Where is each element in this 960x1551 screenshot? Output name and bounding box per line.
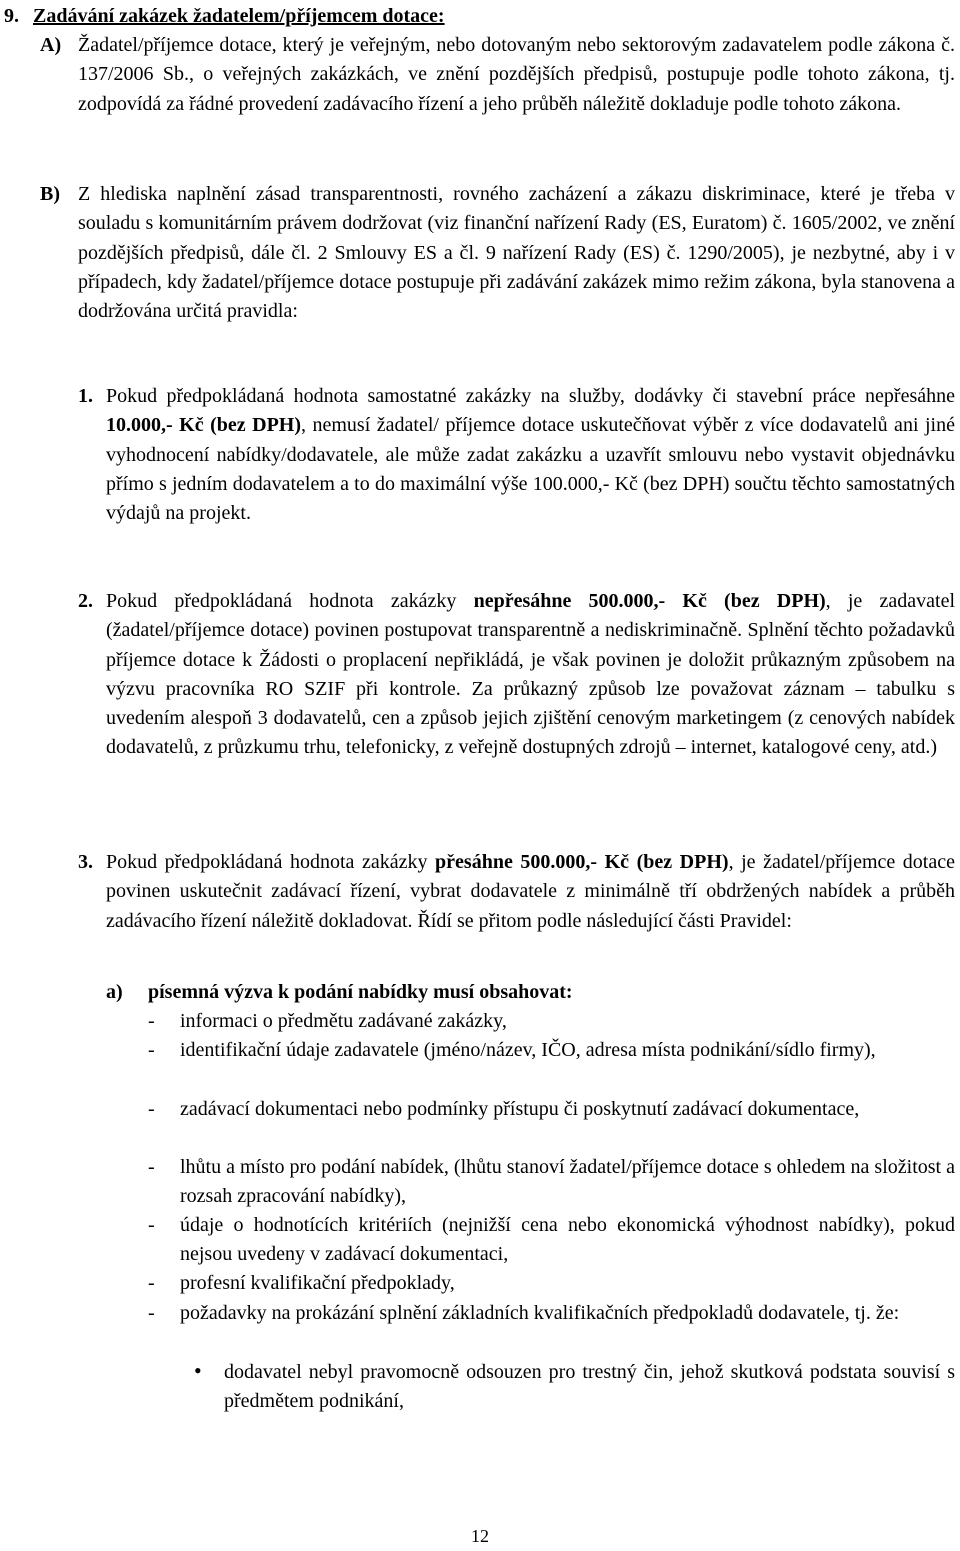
list-item: požadavky na prokázání splnění základních kvalifikačních předpokladů dodavatele, tj. že: xyxy=(180,1302,900,1324)
dash-marker: - xyxy=(148,1039,155,1061)
item-2-marker: 2. xyxy=(78,590,93,612)
item-1-text: Pokud předpokládaná hodnota samostatné zakázky na služby, dodávky či stavební práce nepřesáhne 10.000,- Kč (bez DPH), nemusí žadatel/ příjemce dotace uskutečňovat výběr z více dodavatelů ani jiné vyhodnocení nabídky/dodavatele, ale může zadat zakázku a uzavřít smlouvu nebo vystavit objednávku přímo s jedním dodavatelem a to do maximální výše 100.000,- Kč (bez DPH) součtu těchto samostatných výdajů na projekt. xyxy=(106,385,955,525)
list-item: zadávací dokumentaci nebo podmínky přístupu či poskytnutí zadávací dokumentace, xyxy=(180,1098,860,1120)
paragraph-b-text: Z hlediska naplnění zásad transparentnosti, rovného zacházení a zákazu diskriminace, které je třeba v souladu s komunitárním právem dodržovat (viz finanční nařízení Rady (ES, Euratom) č. 1605/2002, ve znění pozdějších předpisů, dále čl. 2 Smlouvy ES a čl. 9 nařízení Rady (ES) č. 1290/2005), je nezbytné, aby i v případech, kdy žadatel/příjemce dotace postupuje při zadávání zakázek mimo režim zákona, byla stanovena a dodržována určitá pravidla: xyxy=(78,183,955,323)
bullet-icon: • xyxy=(194,1358,202,1383)
dash-marker: - xyxy=(148,1302,155,1324)
section-number: 9. xyxy=(4,5,19,27)
list-item: profesní kvalifikační předpoklady, xyxy=(180,1272,455,1294)
dash-marker: - xyxy=(148,1156,155,1178)
paragraph-b-marker: B) xyxy=(40,183,60,205)
dash-marker: - xyxy=(148,1272,155,1294)
item-2-text: Pokud předpokládaná hodnota zakázky nepřesáhne 500.000,- Kč (bez DPH), je zadavatel (žadatel/příjemce dotace) povinen postupovat transparentně a nediskriminačně. Splnění těchto požadavků příjemce dotace k Žádosti o proplacení nepřikládá, je však povinen je doložit průkazným způsobem na výzvu pracovníka RO SZIF při kontrole. Za průkazný způsob lze považovat záznam – tabulku s uvedením alespoň 3 dodavatelů, cen a způsob jejich zjištění cenovým marketingem (z cenových nabídek dodavatelů, z průzkumu trhu, telefonicky, z veřejně dostupných zdrojů – internet, katalogové ceny, atd.) xyxy=(106,590,955,759)
paragraph-a-marker: A) xyxy=(40,34,62,56)
paragraph-a-text: Žadatel/příjemce dotace, který je veřejným, nebo dotovaným nebo sektorovým zadavatelem podle zákona č. 137/2006 Sb., o veřejných zakázkách, ve znění pozdějších předpisů, postupuje podle tohoto zákona, tj. zodpovídá za řádné provedení zadávacího řízení a jeho průběh náležitě dokladuje podle tohoto zákona. xyxy=(78,34,955,115)
subsection-a-heading: písemná výzva k podání nabídky musí obsahovat: xyxy=(148,981,573,1003)
page-number: 12 xyxy=(471,1526,489,1546)
list-item: lhůtu a místo pro podání nabídek, (lhůtu stanoví žadatel/příjemce dotace s ohledem na složitost a rozsah zpracování nabídky), xyxy=(180,1156,955,1208)
item-1-marker: 1. xyxy=(78,385,93,407)
dash-marker: - xyxy=(148,1098,155,1120)
bullet-item: dodavatel nebyl pravomocně odsouzen pro trestný čin, jehož skutková podstata souvisí s předmětem podnikání, xyxy=(224,1361,955,1413)
list-item: informaci o předmětu zadávané zakázky, xyxy=(180,1010,507,1032)
section-title: Zadávání zakázek žadatelem/příjemcem dotace: xyxy=(33,5,445,27)
section-heading xyxy=(4,2,954,31)
item-3-marker: 3. xyxy=(78,851,93,873)
item-3-text: Pokud předpokládaná hodnota zakázky přesáhne 500.000,- Kč (bez DPH), je žadatel/příjemce dotace povinen uskutečnit zadávací řízení, vybrat dodavatele z minimálně tří obdržených nabídek a průběh zadávacího řízení náležitě dokladovat. Řídí se přitom podle následující části Pravidel: xyxy=(106,851,955,932)
dash-marker: - xyxy=(148,1214,155,1236)
subsection-a-marker: a) xyxy=(106,981,123,1003)
list-item: údaje o hodnotících kritériích (nejnižší cena nebo ekonomická výhodnost nabídky), pokud nejsou uvedeny v zadávací dokumentaci, xyxy=(180,1214,955,1266)
dash-marker: - xyxy=(148,1010,155,1032)
list-item: identifikační údaje zadavatele (jméno/název, IČO, adresa místa podnikání/sídlo firmy), xyxy=(180,1039,876,1061)
